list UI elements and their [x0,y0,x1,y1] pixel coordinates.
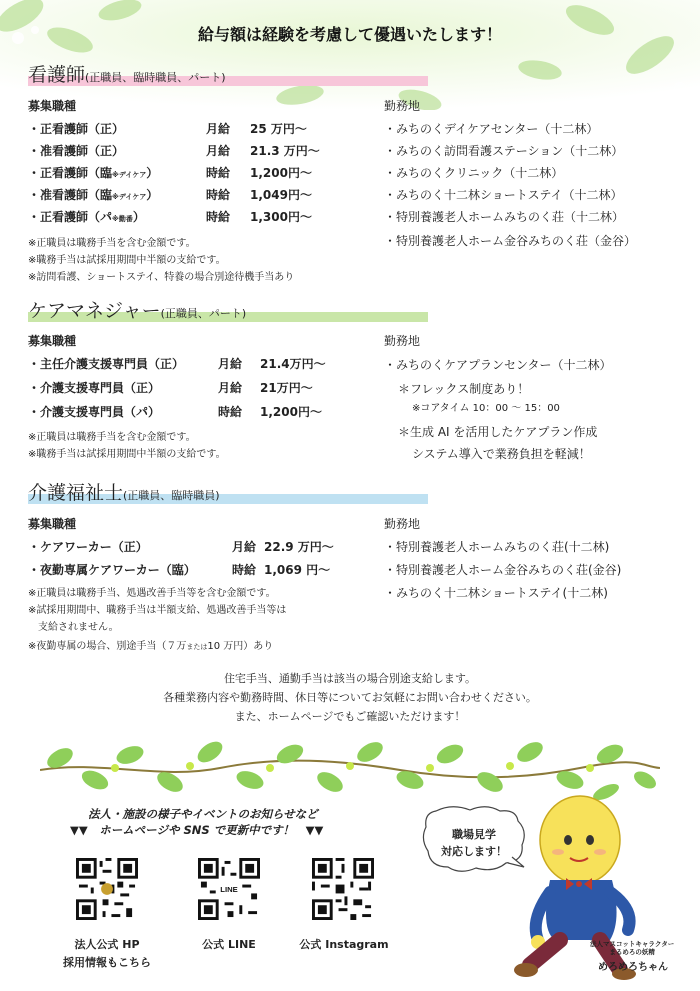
line-qr-center: LINE [220,885,238,895]
note-part: ※夜勤専属の場合、別途手当（７万 [28,641,187,652]
note-text: 支給されません。 [28,622,119,633]
note-text: ※職務手当は試採用期間中半額の支給です。 [28,255,226,266]
news-line-2: ▼▼ ホームページや SNS で更新中です！ ▼▼ [70,823,324,837]
work-label: 勤務地 [384,334,421,348]
pay-amount: 1,069 円～ [264,563,331,577]
section-title-text: 介護福祉士 [28,482,124,504]
job-note: ※デイケア [112,193,147,201]
pay-kind: 月給 [218,357,243,371]
job-name: ・介護支援専門員（正） [28,381,161,395]
qr-code-instagram[interactable] [312,858,374,920]
section-subtitle: (正職員、臨時職員、パート) [85,71,226,84]
section-title-text: ケアマネジャー [28,300,161,322]
section-title-care-worker [28,478,428,506]
workplace-item: ・特別養護老人ホーム金谷みちのく荘（金谷） [384,234,637,248]
workplace-item: ・みちのくデイケアセンター（十二林） [384,122,599,136]
pay-amount: 1,300円～ [250,210,312,224]
qr-label-line: 公式 LINE [202,938,256,951]
job-name [28,164,158,181]
note-text: ※訪問看護、ショートステイ、特養の場合別途待機手当あり [28,272,295,283]
qr-label-homepage-sub: 採用情報もこちら [63,956,151,969]
footer-line: 住宅手当、通勤手当は該当の場合別途支給します。 [223,672,477,685]
ai-note-line2: システム導入で業務負担を軽減！ [412,447,591,461]
core-time-note: ※コアタイム 10：00 ～ 15：00 [412,403,560,414]
leaf-background [0,0,700,110]
job-close: ） [146,188,159,202]
job-close: ） [132,210,145,224]
mascot-caption-line: 法人マスコットキャラクター [590,940,675,948]
pay-kind: 時給 [232,563,257,577]
footer-line: また、ホームページでもご確認いただけます！ [234,710,466,723]
workplace-item: ・特別養護老人ホームみちのく荘（十二林） [384,210,625,224]
workplace-item: ・みちのく十二林ショートステイ(十二林) [384,586,608,600]
job-name [28,186,158,203]
job-name-text: ・准看護師（臨 [28,188,113,202]
pay-kind: 時給 [206,188,231,202]
pay-kind: 月給 [206,144,231,158]
job-name: ・主任介護支援専門員（正） [28,357,185,371]
workplace-item: ・特別養護老人ホームみちのく荘(十二林) [384,540,610,554]
pay-amount: 1,200円～ [260,405,322,419]
note-text [28,637,273,652]
job-name-text: ・正看護師（臨 [28,166,113,180]
news-line-1: 法人・施設の様子やイベントのお知らせなど [88,807,318,821]
job-close: ） [146,166,159,180]
note-text: ※正職員は職務手当、処遇改善手当等を含む金額です。 [28,588,276,599]
pay-kind: 月給 [206,122,231,136]
note-part: 10 万円）あり [207,641,274,652]
pay-kind: 月給 [232,540,257,554]
job-name: ・夜勤専属ケアワーカー（臨） [28,563,196,577]
mascot-caption-line: まるめろの妖精 [609,948,655,956]
recruit-label: 募集職種 [28,334,77,348]
note-text: ※正職員は職務手当を含む金額です。 [28,432,196,443]
bubble-line: 職場見学 [452,828,496,841]
workplace-item: ・特別養護老人ホーム金谷みちのく荘(金谷) [384,563,622,577]
bubble-line: 対応します！ [441,845,507,858]
section-subtitle: (正職員、臨時職員) [123,489,220,502]
job-name: ・ケアワーカー（正） [28,540,148,554]
pay-amount: 22.9 万円～ [264,540,334,554]
workplace-item: ・みちのく訪問看護ステーション（十二林） [384,144,624,158]
pay-amount: 21.4万円～ [260,357,326,371]
note-text: ※正職員は職務手当を含む金額です。 [28,238,196,249]
qr-code-line[interactable] [198,858,260,920]
job-note: ※デイケア [112,171,147,179]
pay-kind: 時給 [206,166,231,180]
section-subtitle: (正職員、パート) [160,307,247,320]
job-name [28,208,145,225]
footer-line: 各種業務内容や勤務時間、休日等についてお気軽にお問い合わせください。 [163,691,537,704]
recruit-label: 募集職種 [28,99,77,113]
job-name: ・正看護師（正） [28,122,125,136]
job-name: ・准看護師（正） [28,144,125,158]
workplace-item: ・みちのくクリニック（十二林） [384,166,564,180]
mascot-name: めろめろちゃん [598,962,668,973]
pay-amount: 1,049円～ [250,188,312,202]
flex-note: ＊フレックス制度あり！ [398,382,530,396]
workplace-item: ・みちのく十二林ショートステイ（十二林） [384,188,623,202]
work-label: 勤務地 [384,99,421,113]
section-title-care-manager [28,296,428,324]
pay-amount: 25 万円～ [250,122,307,136]
page-headline: 給与額は経験を考慮して優遇いたします！ [197,25,502,44]
job-note: ※勤番 [112,215,133,223]
pay-amount: 1,200円～ [250,166,312,180]
workplace-item: ・みちのくケアプランセンター（十二林） [384,358,612,372]
qr-label-homepage: 法人公式 HP [74,938,140,951]
section-title-nurse [28,60,428,88]
work-label: 勤務地 [384,517,421,531]
note-part-small: または [186,643,208,651]
pay-kind: 時給 [206,210,231,224]
section-title-text: 看護師 [28,64,86,86]
pay-amount: 21.3 万円～ [250,144,320,158]
recruit-label: 募集職種 [28,517,77,531]
note-text: ※試採用期間中、職務手当は半額支給、処遇改善手当等は [28,605,287,616]
pay-kind: 時給 [218,405,243,419]
pay-kind: 月給 [218,381,243,395]
note-text: ※職務手当は試採用期間中半額の支給です。 [28,449,226,460]
ai-note-line1: ＊生成 AI を活用したケアプラン作成 [398,425,598,439]
job-name: ・介護支援専門員（パ） [28,405,161,419]
job-name-text: ・正看護師（パ [28,210,113,224]
pay-amount: 21万円～ [260,381,313,395]
mascot-caption [590,940,674,956]
qr-label-instagram: 公式 Instagram [299,938,389,951]
qr-code-homepage[interactable] [76,858,138,920]
